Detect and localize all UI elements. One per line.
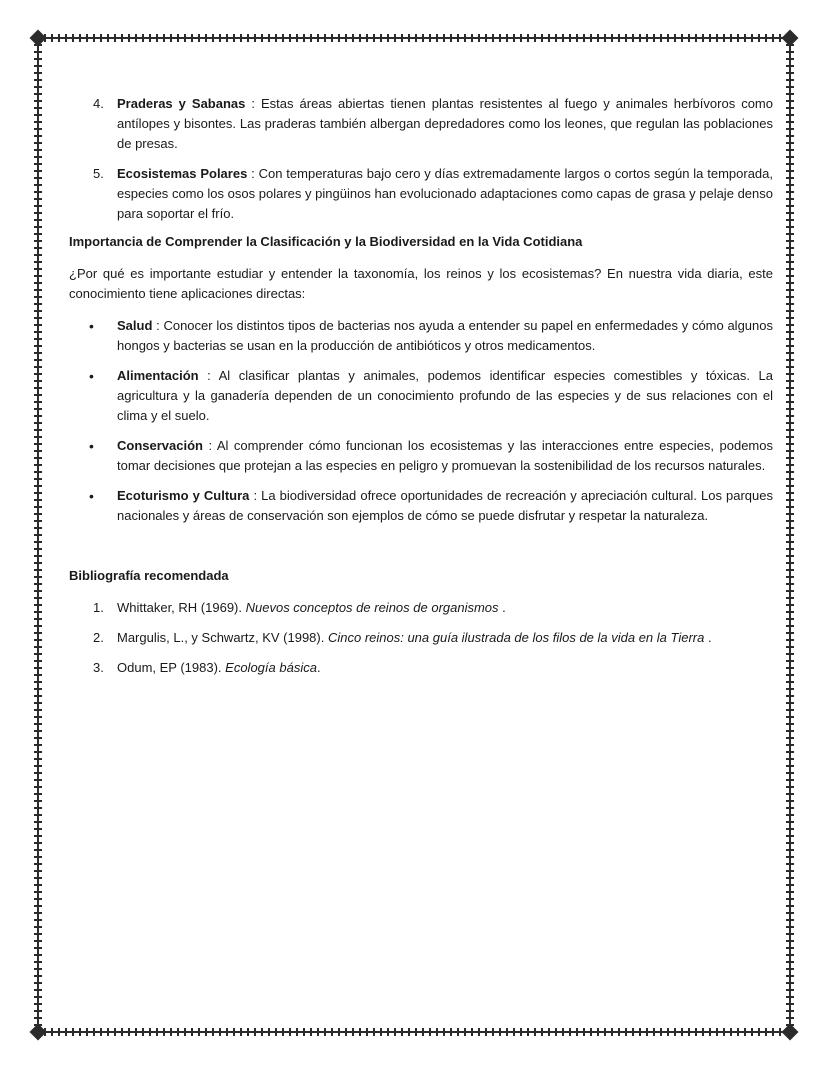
list-item-term: Praderas y Sabanas — [117, 96, 246, 111]
list-item — [69, 486, 773, 526]
list-item-term: Alimentación — [117, 368, 199, 383]
border-corner-ornament — [30, 30, 47, 47]
section-heading-importance: Importancia de Comprender la Clasificación y la Biodiversidad en la Vida Cotidiana — [69, 234, 583, 249]
list-item-text: : La biodiversidad ofrece oportunidades de recreación y apreciación cultural. Los parques nacionales y áreas de conservación son ejemplos de cómo se puede disfrutar y respetar la naturaleza. — [117, 488, 774, 523]
border-corner-ornament — [782, 1024, 799, 1041]
list-number: 2. — [93, 630, 104, 645]
list-item-term: Conservación — [117, 438, 203, 453]
document-body — [69, 94, 773, 688]
list-item-text: : Al clasificar plantas y animales, podemos identificar especies comestibles y tóxicas. La agricultura y la ganadería dependen de un conocimiento profundo de las especies y de sus relaciones con el clima y el suelo. — [117, 368, 773, 423]
bibliography-entry — [69, 628, 773, 648]
bibliography-authors: Whittaker, RH (1969). — [117, 600, 246, 615]
list-item-text: : Con temperaturas bajo cero y días extremadamente largos o cortos según la temporada, especies como los osos polares y pingüinos han evolucionado adaptaciones como capas de grasa y pelaje denso para soportar el frío. — [117, 166, 773, 221]
list-item — [69, 436, 773, 476]
list-item — [69, 164, 773, 224]
bibliography-entry — [69, 658, 773, 678]
importance-list — [69, 316, 773, 526]
bullet-icon: • — [89, 438, 94, 454]
bibliography-title: Cinco reinos: una guía ilustrada de los filos de la vida en la Tierra — [327, 630, 705, 645]
bibliography-entry — [69, 598, 773, 618]
border-corner-ornament — [782, 30, 799, 47]
list-item-term: Ecoturismo y Cultura — [117, 488, 250, 503]
list-item — [69, 316, 773, 356]
bibliography-list — [69, 598, 773, 678]
page-border-ornament-right — [786, 44, 794, 1026]
border-corner-ornament — [30, 1024, 47, 1041]
bullet-icon: • — [89, 368, 94, 384]
bibliography-authors: Odum, EP (1983). — [117, 660, 226, 675]
list-item — [69, 366, 773, 426]
ecosystem-list — [69, 94, 773, 224]
list-item-term: Ecosistemas Polares — [117, 166, 248, 181]
list-item — [69, 94, 773, 154]
section-heading-bibliography: Bibliografía recomendada — [69, 568, 229, 583]
bibliography-suffix: . — [316, 660, 321, 675]
list-item-term: Salud — [117, 318, 153, 333]
bullet-icon: • — [89, 318, 94, 334]
list-item-text: : Al comprender cómo funcionan los ecosistemas y las interacciones entre especies, podemos tomar decisiones que protejan a las especies en peligro y promuevan la sostenibilidad de los recursos naturales. — [117, 438, 773, 473]
bibliography-suffix: . — [704, 630, 712, 645]
bibliography-title: Ecología básica — [225, 660, 317, 675]
page-border-ornament-left — [34, 44, 42, 1026]
bibliography-authors: Margulis, L., y Schwartz, KV (1998). — [117, 630, 328, 645]
bibliography-title: Nuevos conceptos de reinos de organismos — [245, 600, 499, 615]
list-item-text: : Conocer los distintos tipos de bacterias nos ayuda a entender su papel en enfermedades y cómo algunos hongos y bacterias se usan en la producción de antibióticos y otros medicamentos. — [117, 318, 773, 353]
list-item-text: : Estas áreas abiertas tienen plantas resistentes al fuego y animales herbívoros como antílopes y bisontes. Las praderas también albergan depredadores como los leones, que regulan las poblaciones de presas. — [117, 96, 773, 151]
list-number: 4. — [93, 96, 104, 111]
bullet-icon: • — [89, 488, 94, 504]
list-number: 1. — [93, 600, 104, 615]
list-number: 3. — [93, 660, 104, 675]
page-border-ornament-bottom — [44, 1028, 786, 1036]
page-border-ornament-top — [44, 34, 786, 42]
importance-intro: ¿Por qué es importante estudiar y entender la taxonomía, los reinos y los ecosistemas? En nuestra vida diaria, este conocimiento tiene aplicaciones directas: — [69, 266, 773, 301]
bibliography-suffix: . — [498, 600, 506, 615]
list-number: 5. — [93, 166, 104, 181]
